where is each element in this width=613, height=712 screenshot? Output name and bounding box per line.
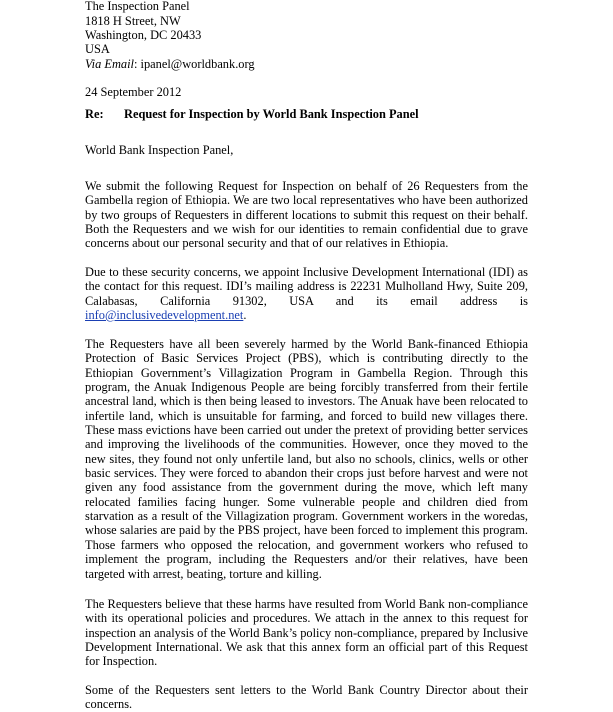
address-email-line (85, 57, 255, 71)
paragraph-harms: The Requesters have all been severely harmed by the World Bank-financed Ethiopia Protection of Basic Services Project (PBS), which is contributing directly to the Ethiopian Government’s Villagization Program in Gambella Region. Through this program, the Anuak Indigenous People are being forcibly transferred from their fertile ancestral land, which is then being leased to investors. The Anuak have been relocated to infertile land, which is unsuitable for farming, and forced to build new villages there. These mass evictions have been carried out under the pretext of providing better services and improving the livelihoods of the communities. However, once they moved to the new sites, they found not only unfertile land, but also no schools, clinics, wells or other basic services. They were forced to abandon their crops just before harvest and were not given any food assistance from the government during the move, which left many relocated families facing hunger. Some vulnerable people and children died from starvation as a result of the Villagization program. Government workers in the woredas, whose salaries are paid by the PBS project, have been forced to implement this program. Those farmers who opposed the relocation, and government workers who refused to implement the program, including the Requesters and/or their relatives, have been targeted with arrest, beating, torture and killing. (85, 337, 528, 581)
contact-end: . (243, 307, 247, 322)
address-country: USA (85, 42, 110, 56)
address-recipient: The Inspection Panel (85, 0, 190, 13)
re-subject: Request for Inspection by World Bank Inspection Panel (124, 107, 419, 121)
email-value: : ipanel@worldbank.org (133, 57, 255, 71)
contact-text: Due to these security concerns, we appoint Inclusive Development International (IDI) as the contact for this request. IDI’s mailing address is 22231 Mulholland Hwy, Suite 209, Calabasas, California 91302, USA and its email address is (85, 265, 528, 308)
email-label: Via Email (85, 57, 134, 71)
re-label: Re: (85, 107, 104, 121)
address-street: 1818 H Street, NW (85, 14, 181, 28)
paragraph-non-compliance: The Requesters believe that these harms have resulted from World Bank non-compliance with its operational policies and procedures. We attach in the annex to this request for inspection an analysis of the World Bank’s policy non-compliance, prepared by Inclusive Development International. We ask that this annex form an official part of this Request for Inspection. (85, 597, 528, 669)
paragraph-request-intro: We submit the following Request for Inspection on behalf of 26 Requesters from the Gambella region of Ethiopia. We are two local representatives who have been authorized by two groups of Requesters in different locations to submit this request on their behalf. Both the Requesters and we wish for our identities to remain confidential due to grave concerns about our personal security and that of our relatives in Ethiopia. (85, 179, 528, 251)
salutation: World Bank Inspection Panel, (85, 143, 234, 157)
paragraph-contact (85, 265, 528, 322)
letter-date: 24 September 2012 (85, 85, 182, 99)
paragraph-letters: Some of the Requesters sent letters to the World Bank Country Director about their concerns. (85, 683, 528, 712)
contact-email-link[interactable]: info@inclusivedevelopment.net (85, 307, 244, 322)
address-city: Washington, DC 20433 (85, 28, 202, 42)
